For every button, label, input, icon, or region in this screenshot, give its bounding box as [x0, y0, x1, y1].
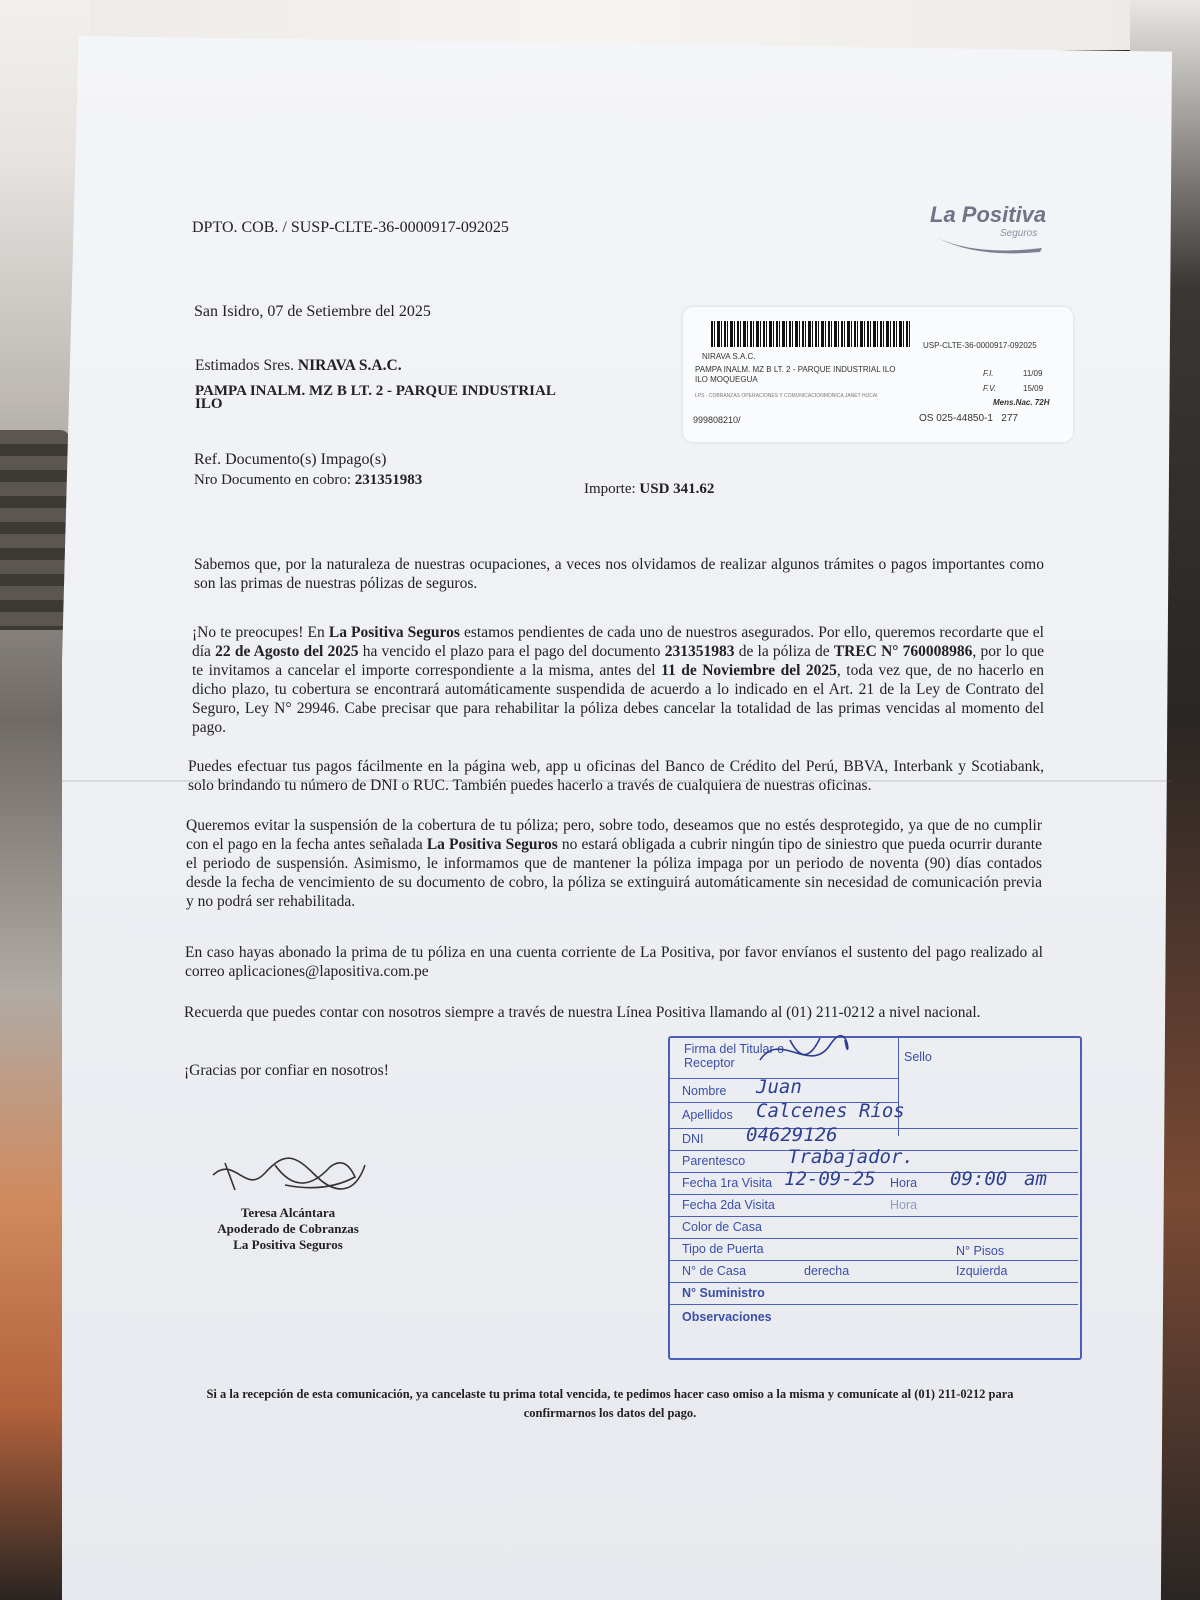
hora-value: 09:00: [950, 1168, 1008, 1190]
label-service: Mens.Nac. 72H: [993, 398, 1050, 407]
document-label: Nro Documento en cobro:: [194, 472, 352, 488]
thanks-text: ¡Gracias por confiar en nosotros!: [184, 1062, 389, 1079]
label-code: USP-CLTE-36-0000917-092025: [923, 341, 1037, 350]
tipo-label: Tipo de Puerta: [682, 1242, 764, 1256]
company-logo-sub: Seguros: [1000, 228, 1038, 239]
sello-label: Sello: [904, 1050, 932, 1064]
apellidos-label: Apellidos: [682, 1108, 733, 1122]
paragraph-3-text: Puedes efectuar tus pagos fácilmente en la página web, app u oficinas del Banco de Crédito del Perú, BBVA, Interbank y Scotiabank, solo brindando tu número de DNI o RUC. También puedes hacerlo a través de cualquiera de nuestras oficinas.: [188, 758, 1044, 794]
signer-company: La Positiva Seguros: [233, 1237, 343, 1252]
paragraph-2: [192, 623, 1044, 737]
amount-label: Importe:: [584, 481, 636, 497]
signature-icon: [205, 1145, 375, 1205]
label-fv-value: 15/09: [1023, 384, 1044, 393]
casa-label: N° de Casa: [682, 1264, 747, 1278]
stamp-row-line: [668, 1260, 1078, 1261]
fecha1-label: Fecha 1ra Visita: [682, 1176, 773, 1190]
label-address: PAMPA INALM. MZ B LT. 2 - PARQUE INDUSTRIAL ILO: [695, 365, 896, 374]
stamp-row-line: [668, 1238, 1078, 1239]
izquierda-label: Izquierda: [956, 1264, 1008, 1278]
recipient-address: PAMPA INALM. MZ B LT. 2 - PARQUE INDUSTRIAL: [195, 383, 556, 399]
label-os: [919, 413, 1018, 424]
document-number: 231351983: [354, 472, 423, 488]
reference-label: Ref. Documento(s) Impago(s): [194, 451, 387, 468]
nombre-label: Nombre: [682, 1084, 727, 1098]
paragraph-3: [188, 757, 1044, 795]
dni-label: DNI: [682, 1132, 704, 1146]
recipient-company: NIRAVA S.A.C.: [297, 357, 402, 374]
hora-label: Hora: [890, 1176, 918, 1190]
paragraph-6: [184, 1003, 1042, 1022]
label-city: ILO MOQUEGUA: [695, 375, 758, 384]
logo-swoosh-icon: [936, 234, 1046, 256]
amount-line: [584, 480, 714, 499]
amount-value: USD 341.62: [639, 481, 715, 497]
stamp-row-line: [668, 1194, 1078, 1195]
document-line: [194, 471, 422, 490]
label-os-number: 277: [1001, 413, 1018, 424]
paragraph-4: [186, 816, 1042, 911]
paragraph-5: [185, 943, 1043, 981]
greeting: [195, 356, 402, 375]
label-fi-value: 11/09: [1023, 369, 1043, 378]
greeting-prefix: Estimados Sres.: [195, 357, 295, 374]
observaciones-label: Observaciones: [682, 1310, 772, 1324]
stamp-row-line: [668, 1128, 1078, 1129]
dni-value: 04629126: [746, 1124, 838, 1146]
firma-label: Firma del Titular o Receptor: [684, 1042, 785, 1070]
label-department: LPS - COBRANZAS OPERACIONES Y COMUNICACIONMONICA JANET HUCAI: [695, 393, 878, 399]
signer-block: [188, 1205, 388, 1253]
paragraph-1-text: Sabemos que, por la naturaleza de nuestras ocupaciones, a veces nos olvidamos de realizar algunos trámites o pagos importantes como son las primas de nuestras pólizas de seguros.: [194, 556, 1044, 592]
hora2-label: Hora: [890, 1198, 918, 1212]
derecha-label: derecha: [804, 1264, 850, 1278]
paragraph-2-text: ¡No te preocupes! En La Positiva Seguros estamos pendientes de cada uno de nuestros asegurados. Por ello, queremos recordarte que el día 22 de Agosto del 2025 ha vencido el plazo para el pago del documento 231351983 de la póliza de TREC N° 760008986, por lo que te invitamos a cancelar el importe correspondiente a la misma, antes del 11 de Noviembre del 2025, toda vez que, de no hacerlo en dicho plazo, tu cobertura se encontrará automáticamente suspendida de acuerdo a lo indicado en el Art. 21 de la Ley de Contrato del Seguro, Ley N° 29946. Cabe precisar que para rehabilitar la póliza debes cancelar la totalidad de las primas vencidas al momento del pago.: [192, 624, 1045, 736]
stamp-row-line: [668, 1304, 1078, 1305]
company-logo: La Positiva: [930, 202, 1047, 227]
paragraph-6-text: Recuerda que puedes contar con nosotros siempre a través de nuestra Línea Positiva llamando al (01) 211-0212 a nivel nacional.: [184, 1004, 981, 1021]
suministro-label: N° Suministro: [682, 1286, 765, 1300]
fecha1-value: 12-09-25: [784, 1168, 876, 1190]
stamp-row-line: [668, 1282, 1078, 1283]
paragraph-5-text: En caso hayas abonado la prima de tu póliza en una cuenta corriente de La Positiva, por favor envíanos el sustento del pago realizado al correo aplicaciones@lapositiva.com.pe: [185, 944, 1043, 980]
label-fi: F.I.: [983, 369, 994, 378]
nombre-value: Juan: [756, 1076, 802, 1098]
stamp-signature-icon: [750, 1030, 860, 1080]
paragraph-4-text: Queremos evitar la suspensión de la cobertura de tu póliza; pero, sobre todo, deseamos que no estés desprotegido, ya que de no cumplir con el pago en la fecha antes señalada La Positiva Seguros no estará obligada a cubrir ningún tipo de siniestro que pueda ocurrir durante el periodo de suspensión. Asimismo, le informamos que de mantener la póliza impaga por un periodo de noventa (90) días contados desde la fecha de vencimiento de su documento de cobro, la póliza se extinguirá automáticamente sin necesidad de comunicación previa y no podrá ser rehabilitada.: [186, 817, 1042, 910]
signer-name: Teresa Alcántara: [240, 1205, 336, 1220]
parentesco-label: Parentesco: [682, 1154, 746, 1168]
label-fv: F.V.: [983, 384, 997, 393]
ampm-value: am: [1024, 1168, 1047, 1190]
reference-code: DPTO. COB. / SUSP-CLTE-36-0000917-092025: [192, 219, 509, 236]
signer-role: Apoderado de Cobranzas: [217, 1221, 359, 1236]
recipient-city: ILO: [195, 396, 223, 412]
parentesco-value: Trabajador.: [788, 1146, 914, 1168]
fecha2-label: Fecha 2da Visita: [682, 1198, 775, 1212]
delivery-stamp: [668, 1036, 1088, 1366]
car-vent: [0, 430, 70, 630]
barcode: [711, 321, 911, 347]
label-name: NIRAVA S.A.C.: [702, 352, 756, 361]
footer-note: Si a la recepción de esta comunicación, ya cancelaste tu prima total vencida, te pedimos hacer caso omiso a la misma y comunícate al (01) 211-0212 para confirmarnos los datos del pago.: [206, 1387, 1014, 1420]
label-os-value: 025-44850-1: [936, 413, 993, 424]
shipping-label: [683, 307, 1073, 442]
label-os-text: OS: [919, 413, 934, 424]
place-date: San Isidro, 07 de Setiembre del 2025: [194, 303, 431, 320]
stamp-row-line: [668, 1216, 1078, 1217]
paragraph-1: [194, 555, 1044, 593]
pisos-label: N° Pisos: [956, 1244, 1005, 1258]
apellidos-value: Calcenes Ríos: [756, 1100, 905, 1122]
color-label: Color de Casa: [682, 1220, 762, 1234]
label-phone: 999808210/: [693, 415, 741, 425]
